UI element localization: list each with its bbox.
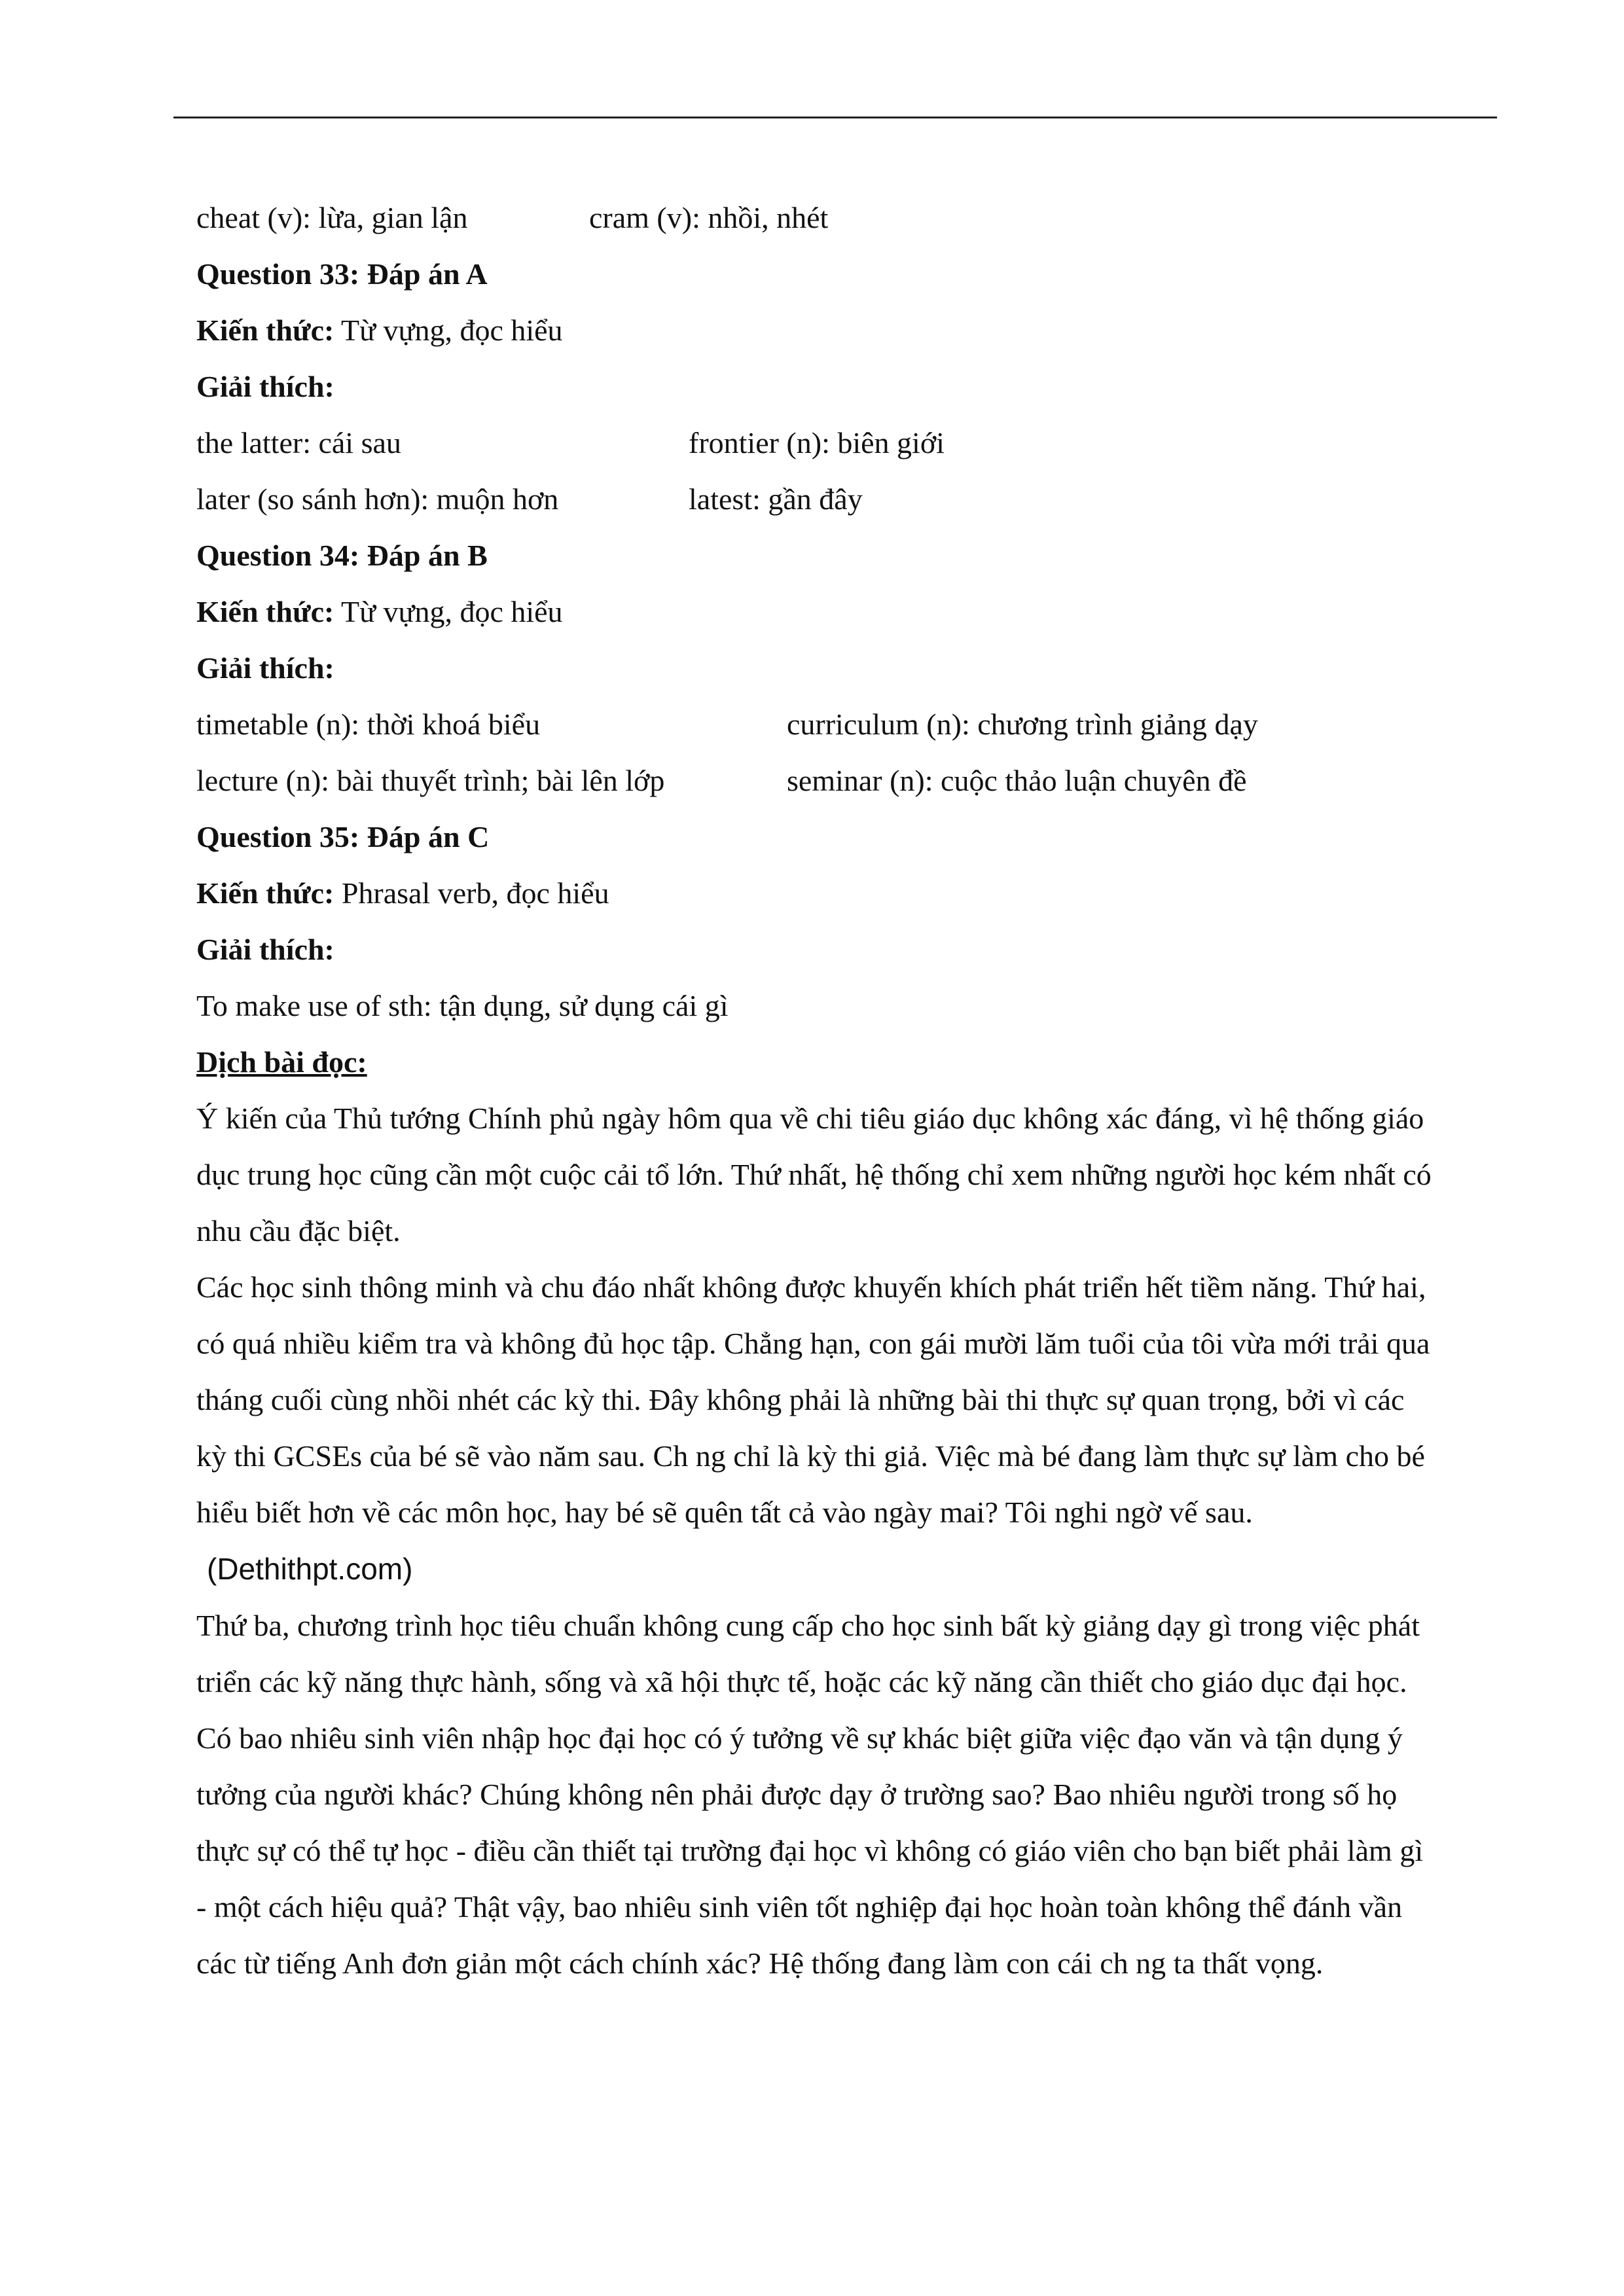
vocab-row	[196, 753, 1440, 809]
question-34-explanation-label: Giải thích:	[196, 651, 334, 685]
document-body	[196, 190, 1440, 1992]
knowledge-label: Kiến thức:	[196, 595, 334, 628]
translation-heading: Dịch bài đọc:	[196, 1045, 367, 1079]
vocab-term: the latter: cái sau	[196, 426, 401, 459]
vocab-row	[196, 190, 1440, 246]
vocab-row	[196, 415, 1440, 471]
question-35-title: Question 35: Đáp án C	[196, 820, 490, 853]
vocab-term: curriculum (n): chương trình giảng dạy	[787, 708, 1258, 741]
vocab-row	[196, 471, 1440, 528]
question-35-explanation: To make use of sth: tận dụng, sử dụng cái gì	[196, 989, 729, 1022]
vocab-term: lecture (n): bài thuyết trình; bài lên lớp	[196, 764, 665, 797]
knowledge-value: Phrasal verb, đọc hiểu	[341, 876, 609, 910]
knowledge-value: Từ vựng, đọc hiểu	[340, 314, 563, 347]
vocab-row	[196, 696, 1440, 753]
question-34-title: Question 34: Đáp án B	[196, 539, 488, 572]
vocab-term: cram (v): nhồi, nhét	[589, 201, 829, 234]
source-watermark: (Dethithpt.com)	[207, 1552, 413, 1586]
vocab-term: cheat (v): lừa, gian lận	[196, 201, 468, 234]
knowledge-label: Kiến thức:	[196, 314, 334, 347]
question-33-knowledge	[196, 302, 1440, 359]
translation-paragraph-2	[196, 1259, 1440, 1598]
question-35-knowledge	[196, 865, 1440, 922]
question-34-knowledge	[196, 584, 1440, 640]
question-33-explanation-label: Giải thích:	[196, 370, 334, 403]
vocab-term: later (so sánh hơn): muộn hơn	[196, 482, 559, 516]
knowledge-label: Kiến thức:	[196, 876, 334, 910]
question-35-explanation-label: Giải thích:	[196, 933, 334, 966]
vocab-term: timetable (n): thời khoá biểu	[196, 708, 541, 741]
knowledge-value: Từ vựng, đọc hiểu	[340, 595, 563, 628]
vocab-term: seminar (n): cuộc thảo luận chuyên đề	[787, 764, 1247, 797]
translation-paragraph-3: Thứ ba, chương trình học tiêu chuẩn không cung cấp cho học sinh bất kỳ giảng dạy gì trong việc phát triển các kỹ năng thực hành, sống và xã hội thực tế, hoặc các kỹ năng cần thiết cho giáo dục đại học. Có bao nhiêu sinh viên nhập học đại học có ý tưởng về sự khác biệt giữa việc đạo văn và tận dụng ý tưởng của người khác? Chúng không nên phải được dạy ở trường sao? Bao nhiêu người trong số họ thực sự có thể tự học - điều cần thiết tại trường đại học vì không có giáo viên cho bạn biết phải làm gì - một cách hiệu quả? Thật vậy, bao nhiêu sinh viên tốt nghiệp đại học hoàn toàn không thể đánh vần các từ tiếng Anh đơn giản một cách chính xác? Hệ thống đang làm con cái ch ng ta thất vọng.	[196, 1609, 1424, 1980]
question-33-title: Question 33: Đáp án A	[196, 257, 488, 291]
vocab-term: frontier (n): biên giới	[689, 426, 945, 459]
translation-paragraph-1: Ý kiến của Thủ tướng Chính phủ ngày hôm qua về chi tiêu giáo dục không xác đáng, vì hệ thống giáo dục trung học cũng cần một cuộc cải tổ lớn. Thứ nhất, hệ thống chỉ xem những người học kém nhất có nhu cầu đặc biệt.	[196, 1102, 1432, 1247]
header-rule	[173, 117, 1497, 118]
translation-paragraph-2-text: Các học sinh thông minh và chu đáo nhất không được khuyến khích phát triển hết tiềm năng. Thứ hai, có quá nhiều kiểm tra và không đủ học tập. Chẳng hạn, con gái mười lăm tuổi của tôi vừa mới trải qua tháng cuối cùng nhồi nhét các kỳ thi. Đây không phải là những bài thi thực sự quan trọng, bởi vì các kỳ thi GCSEs của bé sẽ vào năm sau. Ch ng chỉ là kỳ thi giả. Việc mà bé đang làm thực sự làm cho bé hiểu biết hơn về các môn học, hay bé sẽ quên tất cả vào ngày mai? Tôi nghi ngờ vế sau.	[196, 1270, 1430, 1529]
vocab-term: latest: gần đây	[689, 482, 863, 516]
